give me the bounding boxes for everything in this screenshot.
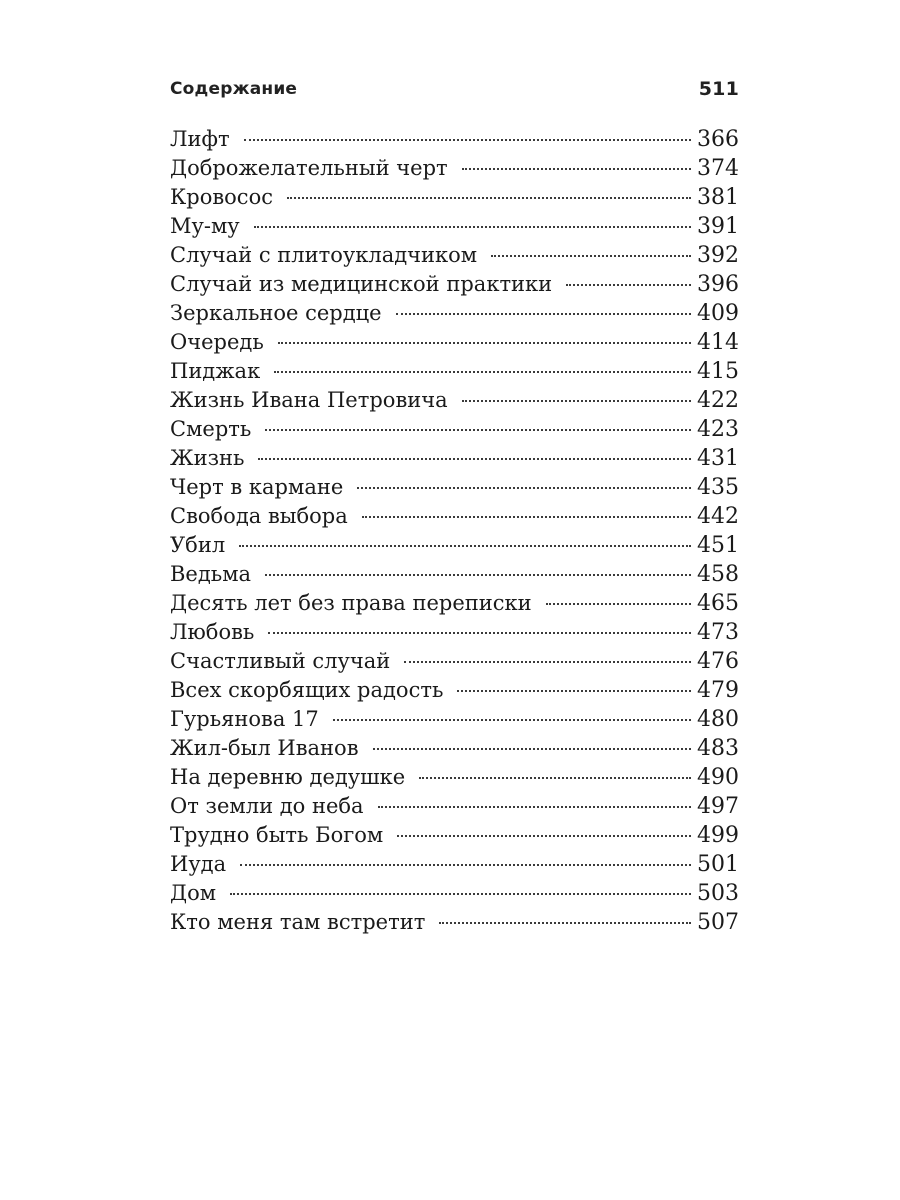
dot-leader — [566, 284, 691, 286]
toc-entry-title: Ведьма — [170, 562, 252, 586]
toc-entry-title: Пиджак — [170, 359, 261, 383]
toc-entry — [170, 850, 739, 879]
toc-entry-page: 431 — [697, 446, 739, 471]
page-number: 511 — [698, 78, 739, 100]
table-of-contents — [170, 125, 739, 937]
dot-leader — [333, 719, 691, 721]
toc-entry-page: 414 — [697, 330, 739, 355]
toc-entry-page: 366 — [697, 127, 739, 152]
toc-entry-title: Кровосос — [170, 185, 273, 209]
toc-entry-title: Жизнь Ивана Петровича — [170, 388, 448, 412]
dot-leader — [491, 255, 691, 257]
toc-entry — [170, 676, 739, 705]
dot-leader — [462, 400, 691, 402]
dot-leader — [397, 835, 691, 837]
toc-entry-title: Гурьянова 17 — [170, 707, 319, 731]
toc-entry — [170, 647, 739, 676]
toc-entry-page: 409 — [697, 301, 739, 326]
toc-entry — [170, 879, 739, 908]
toc-entry-title: Лифт — [170, 127, 230, 151]
dot-leader — [230, 893, 691, 895]
toc-entry-page: 435 — [697, 475, 739, 500]
toc-entry — [170, 241, 739, 270]
toc-entry-page: 451 — [697, 533, 739, 558]
dot-leader — [362, 516, 691, 518]
toc-entry-page: 465 — [697, 591, 739, 616]
toc-entry-title: От земли до неба — [170, 794, 364, 818]
toc-entry-title: Иуда — [170, 852, 227, 876]
toc-entry-page: 473 — [697, 620, 739, 645]
dot-leader — [462, 168, 691, 170]
toc-entry-page: 396 — [697, 272, 739, 297]
toc-entry — [170, 328, 739, 357]
dot-leader — [268, 632, 691, 634]
toc-entry-page: 442 — [697, 504, 739, 529]
dot-leader — [439, 922, 691, 924]
toc-entry — [170, 154, 739, 183]
dot-leader — [239, 545, 691, 547]
toc-entry-page: 497 — [697, 794, 739, 819]
toc-entry — [170, 821, 739, 850]
toc-entry — [170, 183, 739, 212]
dot-leader — [240, 864, 691, 866]
toc-entry — [170, 908, 739, 937]
dot-leader — [378, 806, 691, 808]
dot-leader — [404, 661, 691, 663]
dot-leader — [419, 777, 691, 779]
toc-entry-title: На деревню дедушке — [170, 765, 406, 789]
toc-entry-page: 479 — [697, 678, 739, 703]
toc-entry-title: Черт в кармане — [170, 475, 344, 499]
toc-entry-title: Десять лет без права переписки — [170, 591, 532, 615]
dot-leader — [265, 429, 691, 431]
running-head — [170, 76, 739, 102]
toc-entry — [170, 589, 739, 618]
toc-entry-title: Зеркальное сердце — [170, 301, 382, 325]
toc-entry-page: 501 — [697, 852, 739, 877]
toc-entry — [170, 125, 739, 154]
toc-entry-page: 490 — [697, 765, 739, 790]
toc-entry — [170, 560, 739, 589]
toc-entry-page: 480 — [697, 707, 739, 732]
dot-leader — [278, 342, 691, 344]
dot-leader — [258, 458, 691, 460]
toc-entry — [170, 444, 739, 473]
toc-entry-page: 381 — [697, 185, 739, 210]
dot-leader — [254, 226, 691, 228]
toc-entry — [170, 792, 739, 821]
toc-entry-title: Доброжелательный черт — [170, 156, 448, 180]
toc-entry-page: 422 — [697, 388, 739, 413]
toc-entry — [170, 357, 739, 386]
toc-entry-page: 423 — [697, 417, 739, 442]
toc-entry-page: 374 — [697, 156, 739, 181]
toc-entry-title: Трудно быть Богом — [170, 823, 384, 847]
toc-entry — [170, 299, 739, 328]
dot-leader — [546, 603, 691, 605]
toc-entry-page: 415 — [697, 359, 739, 384]
dot-leader — [274, 371, 691, 373]
toc-entry-page: 503 — [697, 881, 739, 906]
toc-entry-title: Смерть — [170, 417, 252, 441]
dot-leader — [396, 313, 691, 315]
dot-leader — [287, 197, 691, 199]
toc-entry-page: 476 — [697, 649, 739, 674]
toc-entry-page: 507 — [697, 910, 739, 935]
toc-entry — [170, 270, 739, 299]
toc-entry — [170, 473, 739, 502]
toc-entry-page: 391 — [697, 214, 739, 239]
toc-entry-title: Свобода выбора — [170, 504, 348, 528]
toc-entry-title: Очередь — [170, 330, 264, 354]
toc-entry-title: Случай из медицинской практики — [170, 272, 553, 296]
toc-entry-title: Случай с плитоукладчиком — [170, 243, 478, 267]
toc-entry-title: Жизнь — [170, 446, 245, 470]
toc-entry — [170, 415, 739, 444]
dot-leader — [457, 690, 691, 692]
toc-entry-title: Дом — [170, 881, 217, 905]
toc-entry — [170, 705, 739, 734]
section-title: Содержание — [170, 79, 298, 99]
dot-leader — [357, 487, 691, 489]
toc-entry-title: Счастливый случай — [170, 649, 391, 673]
toc-entry-title: Всех скорбящих радость — [170, 678, 444, 702]
toc-entry — [170, 212, 739, 241]
toc-entry-page: 483 — [697, 736, 739, 761]
dot-leader — [265, 574, 691, 576]
toc-entry — [170, 734, 739, 763]
toc-entry-page: 499 — [697, 823, 739, 848]
toc-entry — [170, 386, 739, 415]
toc-entry — [170, 502, 739, 531]
toc-entry-title: Убил — [170, 533, 226, 557]
toc-entry-title: Любовь — [170, 620, 255, 644]
toc-entry-title: Жил-был Иванов — [170, 736, 359, 760]
toc-entry-page: 458 — [697, 562, 739, 587]
dot-leader — [244, 139, 691, 141]
toc-entry-page: 392 — [697, 243, 739, 268]
toc-entry — [170, 531, 739, 560]
toc-entry-title: Му-му — [170, 214, 240, 238]
toc-entry — [170, 618, 739, 647]
dot-leader — [373, 748, 691, 750]
toc-entry — [170, 763, 739, 792]
toc-entry-title: Кто меня там встретит — [170, 910, 426, 934]
